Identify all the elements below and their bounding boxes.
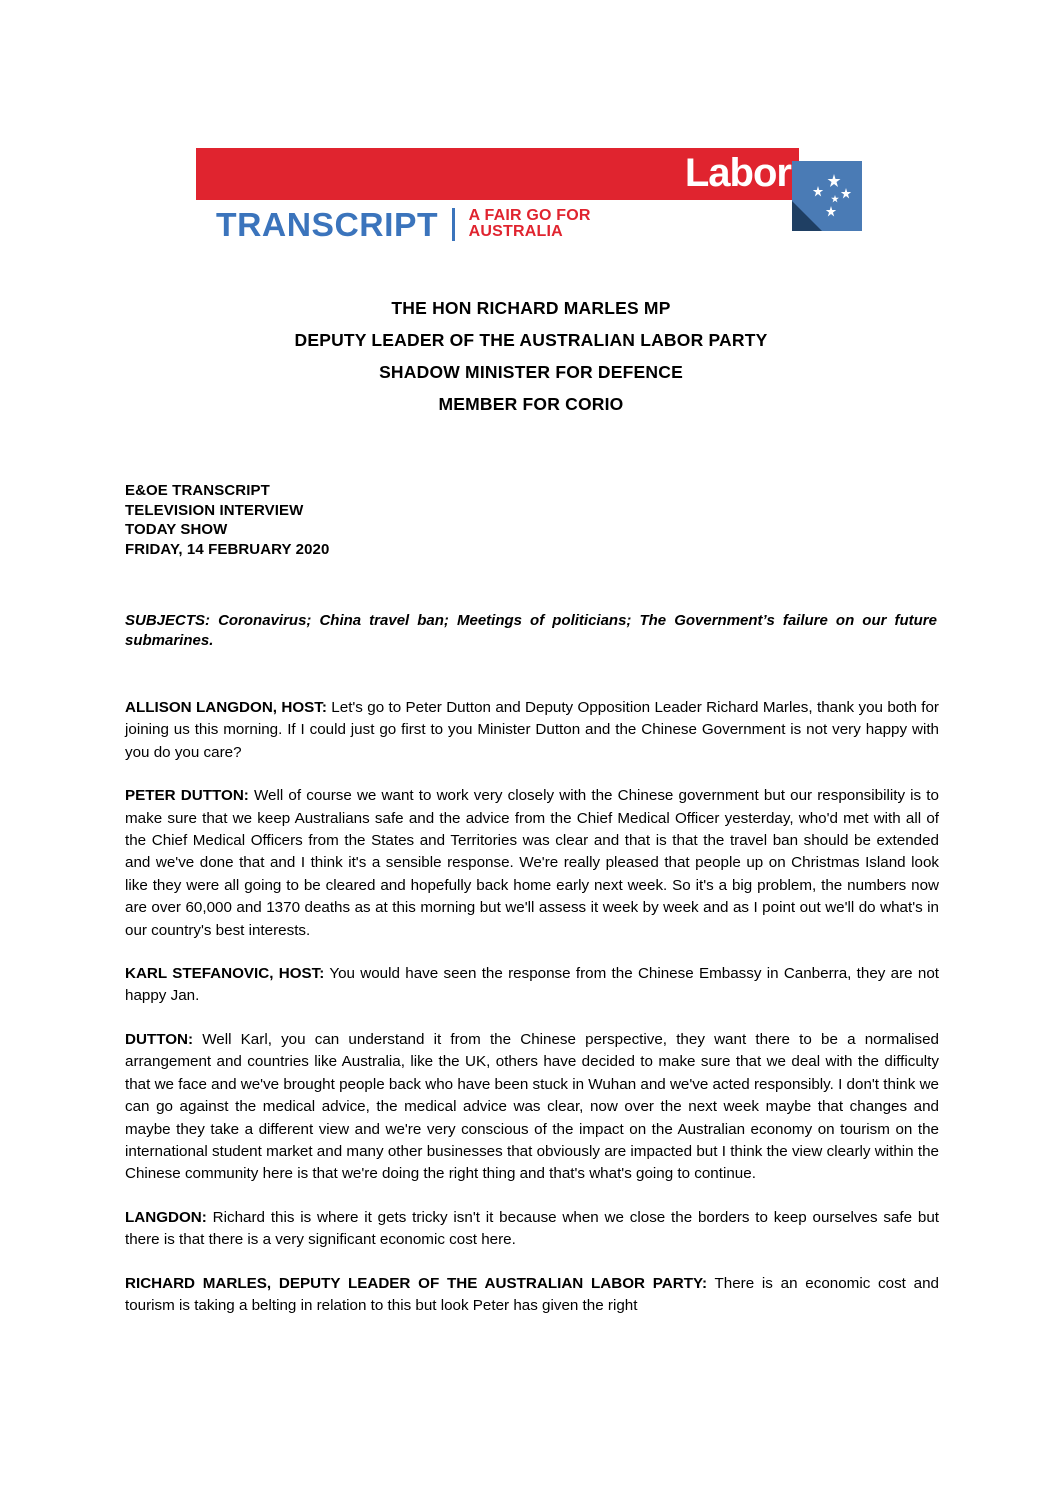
meta-date: FRIDAY, 14 FEBRUARY 2020 (125, 540, 330, 558)
transcript-brandline (216, 202, 591, 246)
speaker-label: PETER DUTTON: (125, 787, 249, 805)
labor-red-banner (196, 148, 799, 200)
title-line-3: SHADOW MINISTER FOR DEFENCE (379, 362, 683, 382)
southern-cross-stars-icon (792, 161, 862, 231)
transcript-paragraph (125, 1207, 939, 1252)
transcript-paragraph (125, 963, 939, 1008)
meta-interview-medium: TELEVISION INTERVIEW (125, 501, 304, 519)
labor-flag-logo (792, 161, 862, 231)
speech-text: Well Karl, you can understand it from the Chinese perspective, they want there to be a normalised arrangement and countries like Australia, like the UK, others have decided to make sure that we deal with the difficulty that we face and we've brought people back who have been stuck in Wuhan and we've acted responsibly. I don't think we can go against the medical advice, the medical advice was clear, now over the next week maybe that changes and maybe they take a different view and we're very conscious of the impact on the Australian economy on tourism on the international student market and many other businesses that obviously are impacted but I think the view clearly within the Chinese community here is that we're doing the right thing and that's what's going to continue. (125, 1030, 939, 1183)
title-line-1: THE HON RICHARD MARLES MP (391, 298, 671, 318)
speaker-label: ALLISON LANGDON, HOST: (125, 699, 327, 716)
speech-text: You would have seen the response from the Chinese Embassy in Canberra, they are not happy Jan. (125, 965, 940, 1005)
labor-wordmark: Labor (684, 151, 791, 196)
transcript-paragraph (125, 697, 939, 764)
transcript-body (125, 697, 939, 1338)
speaker-label: DUTTON: (125, 1030, 194, 1048)
title-line-4: MEMBER FOR CORIO (438, 394, 624, 414)
transcript-paragraph (125, 1029, 939, 1186)
transcript-wordmark: TRANSCRIPT (216, 205, 439, 243)
meta-transcript-type: E&OE TRANSCRIPT (125, 482, 270, 499)
title-block (125, 292, 937, 420)
brand-divider (452, 208, 455, 241)
speech-text: There is an economic cost and tourism is taking a belting in relation to this but look Peter has given the right (125, 1274, 939, 1314)
speech-text: Well of course we want to work very closely with the Chinese government but our responsibility is to make sure that we keep Australians safe and the advice from the Chief Medical Officer yesterday, who'd met with all of the Chief Medical Officers from the States and Territories was clear and that is that the travel ban should be extended and we've done that and I think it's a sensible response. We're really pleased that people up on Christmas Island look like they were all going to be cleared and hopefully back home early next week. So it's a big problem, the numbers now are over 60,000 and 1370 deaths as at this morning but we'll assess it week by week and as I point out we'll do what's in our country's best interests. (125, 787, 939, 939)
subjects-line: SUBJECTS: Coronavirus; China travel ban; Meetings of politicians; The Government’s failure on our future submarines. (125, 612, 937, 649)
tagline (469, 208, 591, 241)
transcript-meta-block (125, 481, 937, 559)
speaker-label: RICHARD MARLES, DEPUTY LEADER OF THE AUSTRALIAN LABOR PARTY: (125, 1274, 708, 1292)
meta-program-name: TODAY SHOW (125, 521, 228, 539)
title-line-2: DEPUTY LEADER OF THE AUSTRALIAN LABOR PARTY (294, 330, 768, 350)
speech-text: Let's go to Peter Dutton and Deputy Opposition Leader Richard Marles, thank you both for joining us this morning. If I could just go first to you Minister Dutton and the Chinese Government is not very happy with you do you care? (125, 699, 939, 761)
speaker-label: KARL STEFANOVIC, HOST: (125, 965, 325, 983)
speech-text: Richard this is where it gets tricky isn't it because when we close the borders to keep ourselves safe but there is that there is a very significant economic cost here. (125, 1208, 939, 1249)
tagline-line-1: A FAIR GO FOR (468, 206, 591, 224)
speaker-label: LANGDON: (125, 1208, 207, 1226)
transcript-paragraph (125, 1273, 939, 1318)
letterhead (196, 148, 868, 248)
transcript-paragraph (125, 785, 939, 942)
tagline-line-2: AUSTRALIA (468, 223, 563, 240)
